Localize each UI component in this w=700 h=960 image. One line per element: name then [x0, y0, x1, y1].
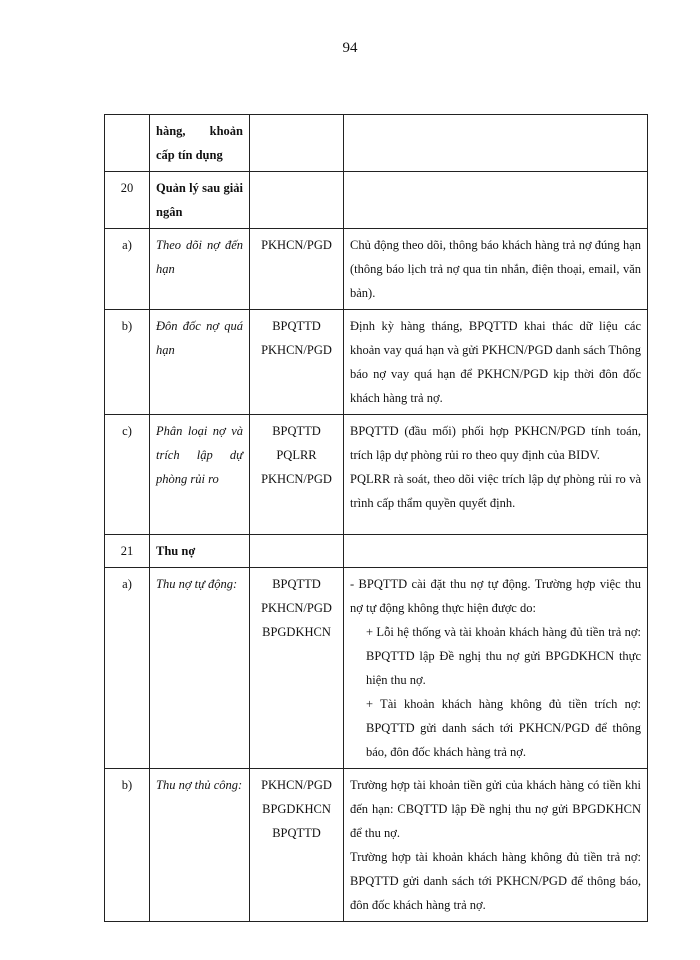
step-name: Thu nợ tự động: [150, 568, 250, 769]
responsible-unit [250, 415, 344, 535]
unit-label: BPQTTD [272, 319, 321, 333]
description-paragraph: BPQTTD (đầu mối) phối hợp PKHCN/PGD tính toán, trích lập dự phòng rủi ro theo quy định của BIDV. [350, 424, 641, 462]
unit-label: BPQTTD [272, 826, 321, 840]
step-name: hàng, khoản cấp tín dụng [150, 115, 250, 172]
row-number: 21 [105, 535, 150, 568]
responsible-unit [250, 568, 344, 769]
step-description [344, 568, 648, 769]
row-number: 20 [105, 172, 150, 229]
description-paragraph: Trường hợp tài khoản tiền gửi của khách hàng có tiền khi đến hạn: CBQTTD lập Đề nghị thu nợ gửi BPGDKHCN để thu nợ. [350, 778, 641, 840]
description-bullet: + Lỗi hệ thống và tài khoản khách hàng đủ tiền trả nợ: BPQTTD lập Đề nghị thu nợ gửi BPGDKHCN thực hiện thu nợ. [366, 625, 641, 687]
step-name: Phân loại nợ và trích lập dự phòng rủi ro [150, 415, 250, 535]
step-description [344, 535, 648, 568]
step-name: Quản lý sau giải ngân [150, 172, 250, 229]
table-row [105, 415, 648, 535]
row-number: b) [105, 310, 150, 415]
step-name: Thu nợ [150, 535, 250, 568]
responsible-unit [250, 115, 344, 172]
description-paragraph: Trường hợp tài khoản khách hàng không đủ tiền trả nợ: BPQTTD gửi danh sách tới PKHCN/PGD để thông báo, đôn đốc khách hàng trả nợ. [350, 850, 641, 912]
step-description [344, 415, 648, 535]
row-number: c) [105, 415, 150, 535]
unit-label: BPQTTD [272, 577, 321, 591]
description-paragraph: Định kỳ hàng tháng, BPQTTD khai thác dữ liệu các khoản vay quá hạn và gửi PKHCN/PGD danh sách Thông báo nợ vay quá hạn để PKHCN/PGD kịp thời đôn đốc khách hàng trả nợ. [350, 319, 641, 405]
unit-label: PKHCN/PGD [261, 343, 332, 357]
step-description [344, 310, 648, 415]
description-bullet: + Tài khoản khách hàng không đủ tiền trích nợ: BPQTTD gửi danh sách tới PKHCN/PGD để thông báo, đôn đốc khách hàng trả nợ. [366, 697, 641, 759]
step-description [344, 172, 648, 229]
unit-label: BPQTTD [272, 424, 321, 438]
row-number: b) [105, 769, 150, 922]
unit-label: PKHCN/PGD [261, 472, 332, 486]
responsible-unit [250, 535, 344, 568]
unit-label: PKHCN/PGD [261, 238, 332, 252]
unit-label: PKHCN/PGD [261, 778, 332, 792]
unit-label: PQLRR [276, 448, 317, 462]
row-number [105, 115, 150, 172]
unit-label: BPGDKHCN [262, 625, 331, 639]
page-number: 94 [342, 40, 358, 56]
table-row [105, 310, 648, 415]
description-paragraph: PQLRR rà soát, theo dõi việc trích lập dự phòng rủi ro và trình cấp thẩm quyền quyết định. [350, 472, 641, 510]
responsible-unit [250, 229, 344, 310]
table-row [105, 172, 648, 229]
unit-label: BPGDKHCN [262, 802, 331, 816]
unit-label: PKHCN/PGD [261, 601, 332, 615]
responsible-unit [250, 310, 344, 415]
responsible-unit [250, 172, 344, 229]
step-name: Thu nợ thủ công: [150, 769, 250, 922]
step-description [344, 115, 648, 172]
description-paragraph: - BPQTTD cài đặt thu nợ tự động. Trường hợp việc thu nợ tự động không thực hiện được do: [350, 577, 641, 615]
step-description [344, 769, 648, 922]
table-row [105, 535, 648, 568]
step-name: Theo dõi nợ đến hạn [150, 229, 250, 310]
row-number: a) [105, 568, 150, 769]
table-row [105, 115, 648, 172]
table-row [105, 229, 648, 310]
table-row [105, 769, 648, 922]
procedure-table [104, 114, 648, 922]
step-name: Đôn đốc nợ quá hạn [150, 310, 250, 415]
responsible-unit [250, 769, 344, 922]
description-paragraph: Chủ động theo dõi, thông báo khách hàng trả nợ đúng hạn (thông báo lịch trả nợ qua tin nhắn, điện thoại, email, văn bản). [350, 238, 641, 300]
step-description [344, 229, 648, 310]
row-number: a) [105, 229, 150, 310]
table-row [105, 568, 648, 769]
